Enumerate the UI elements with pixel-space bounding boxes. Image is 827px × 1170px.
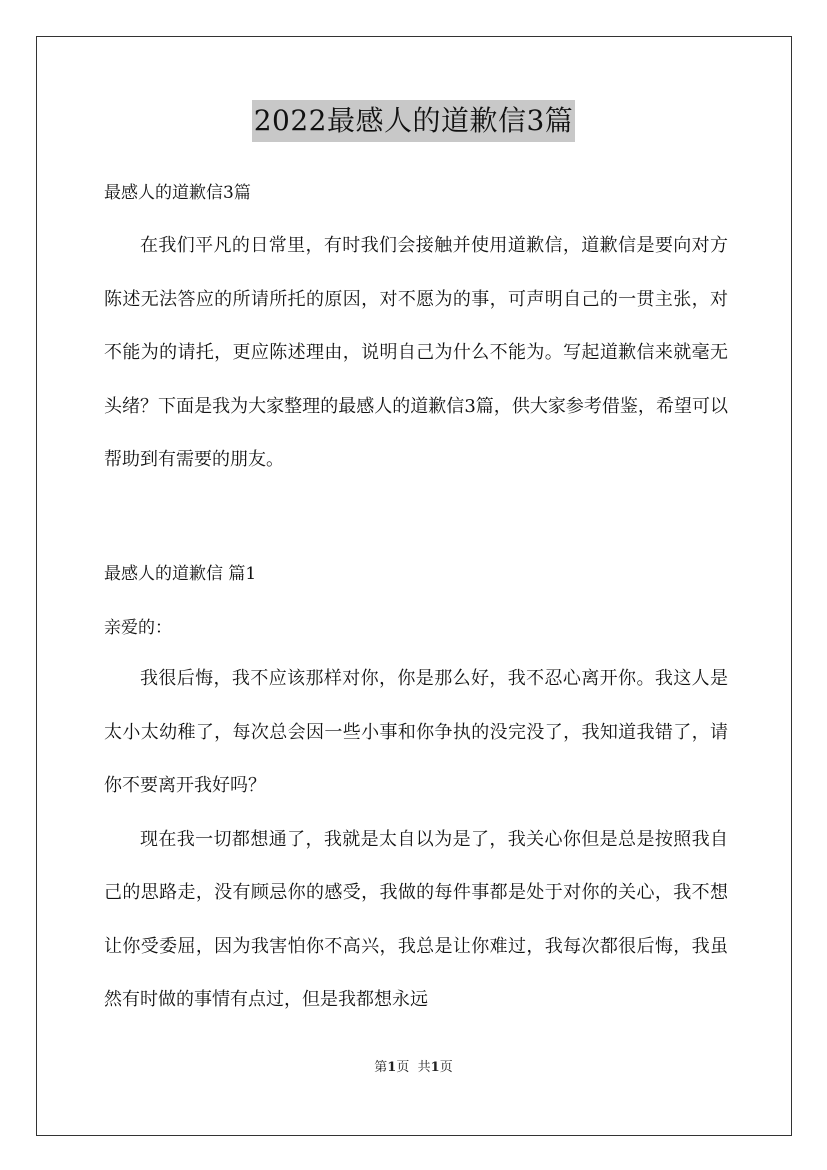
page-footer (0, 1056, 827, 1075)
total-pages: 1 (430, 1060, 440, 1075)
page-suffix: 页 (396, 1060, 410, 1075)
title-container (0, 100, 827, 142)
total-suffix: 页 (439, 1060, 453, 1075)
letter-paragraph: 现在我一切都想通了，我就是太自以为是了，我关心你但是总是按照我自己的思路走，没有顾忌你的感受，我做的每件事都是处于对你的关心，我不想让你受委屈，因为我害怕你不高兴，我总是让你难过，我每次都很后悔，我虽然有时做的事情有点过，但是我都想永远 (104, 828, 728, 1010)
document-subtitle: 最感人的道歉信3篇 (104, 183, 251, 203)
salutation: 亲爱的： (104, 618, 172, 638)
letter-paragraph: 我很后悔，我不应该那样对你，你是那么好，我不忍心离开你。我这人是太小太幼稚了，每次总会因一些小事和你争执的没完没了，我知道我错了，请你不要离开我好吗？ (104, 668, 728, 796)
document-title: 2022最感人的道歉信3篇 (252, 100, 576, 142)
page-prefix: 第 (374, 1060, 388, 1075)
section-heading: 最感人的道歉信 篇1 (104, 564, 257, 584)
letter-body (104, 652, 728, 1027)
page-number: 1 (387, 1060, 397, 1075)
intro-paragraph-container (104, 219, 728, 487)
total-prefix: 共 (417, 1060, 431, 1075)
intro-paragraph: 在我们平凡的日常里，有时我们会接触并使用道歉信，道歉信是要向对方陈述无法答应的所请所托的原因，对不愿为的事，可声明自己的一贯主张，对不能为的请托，更应陈述理由，说明自己为什么不能为。写起道歉信来就毫无头绪？下面是我为大家整理的最感人的道歉信3篇，供大家参考借鉴，希望可以帮助到有需要的朋友。 (104, 235, 728, 470)
